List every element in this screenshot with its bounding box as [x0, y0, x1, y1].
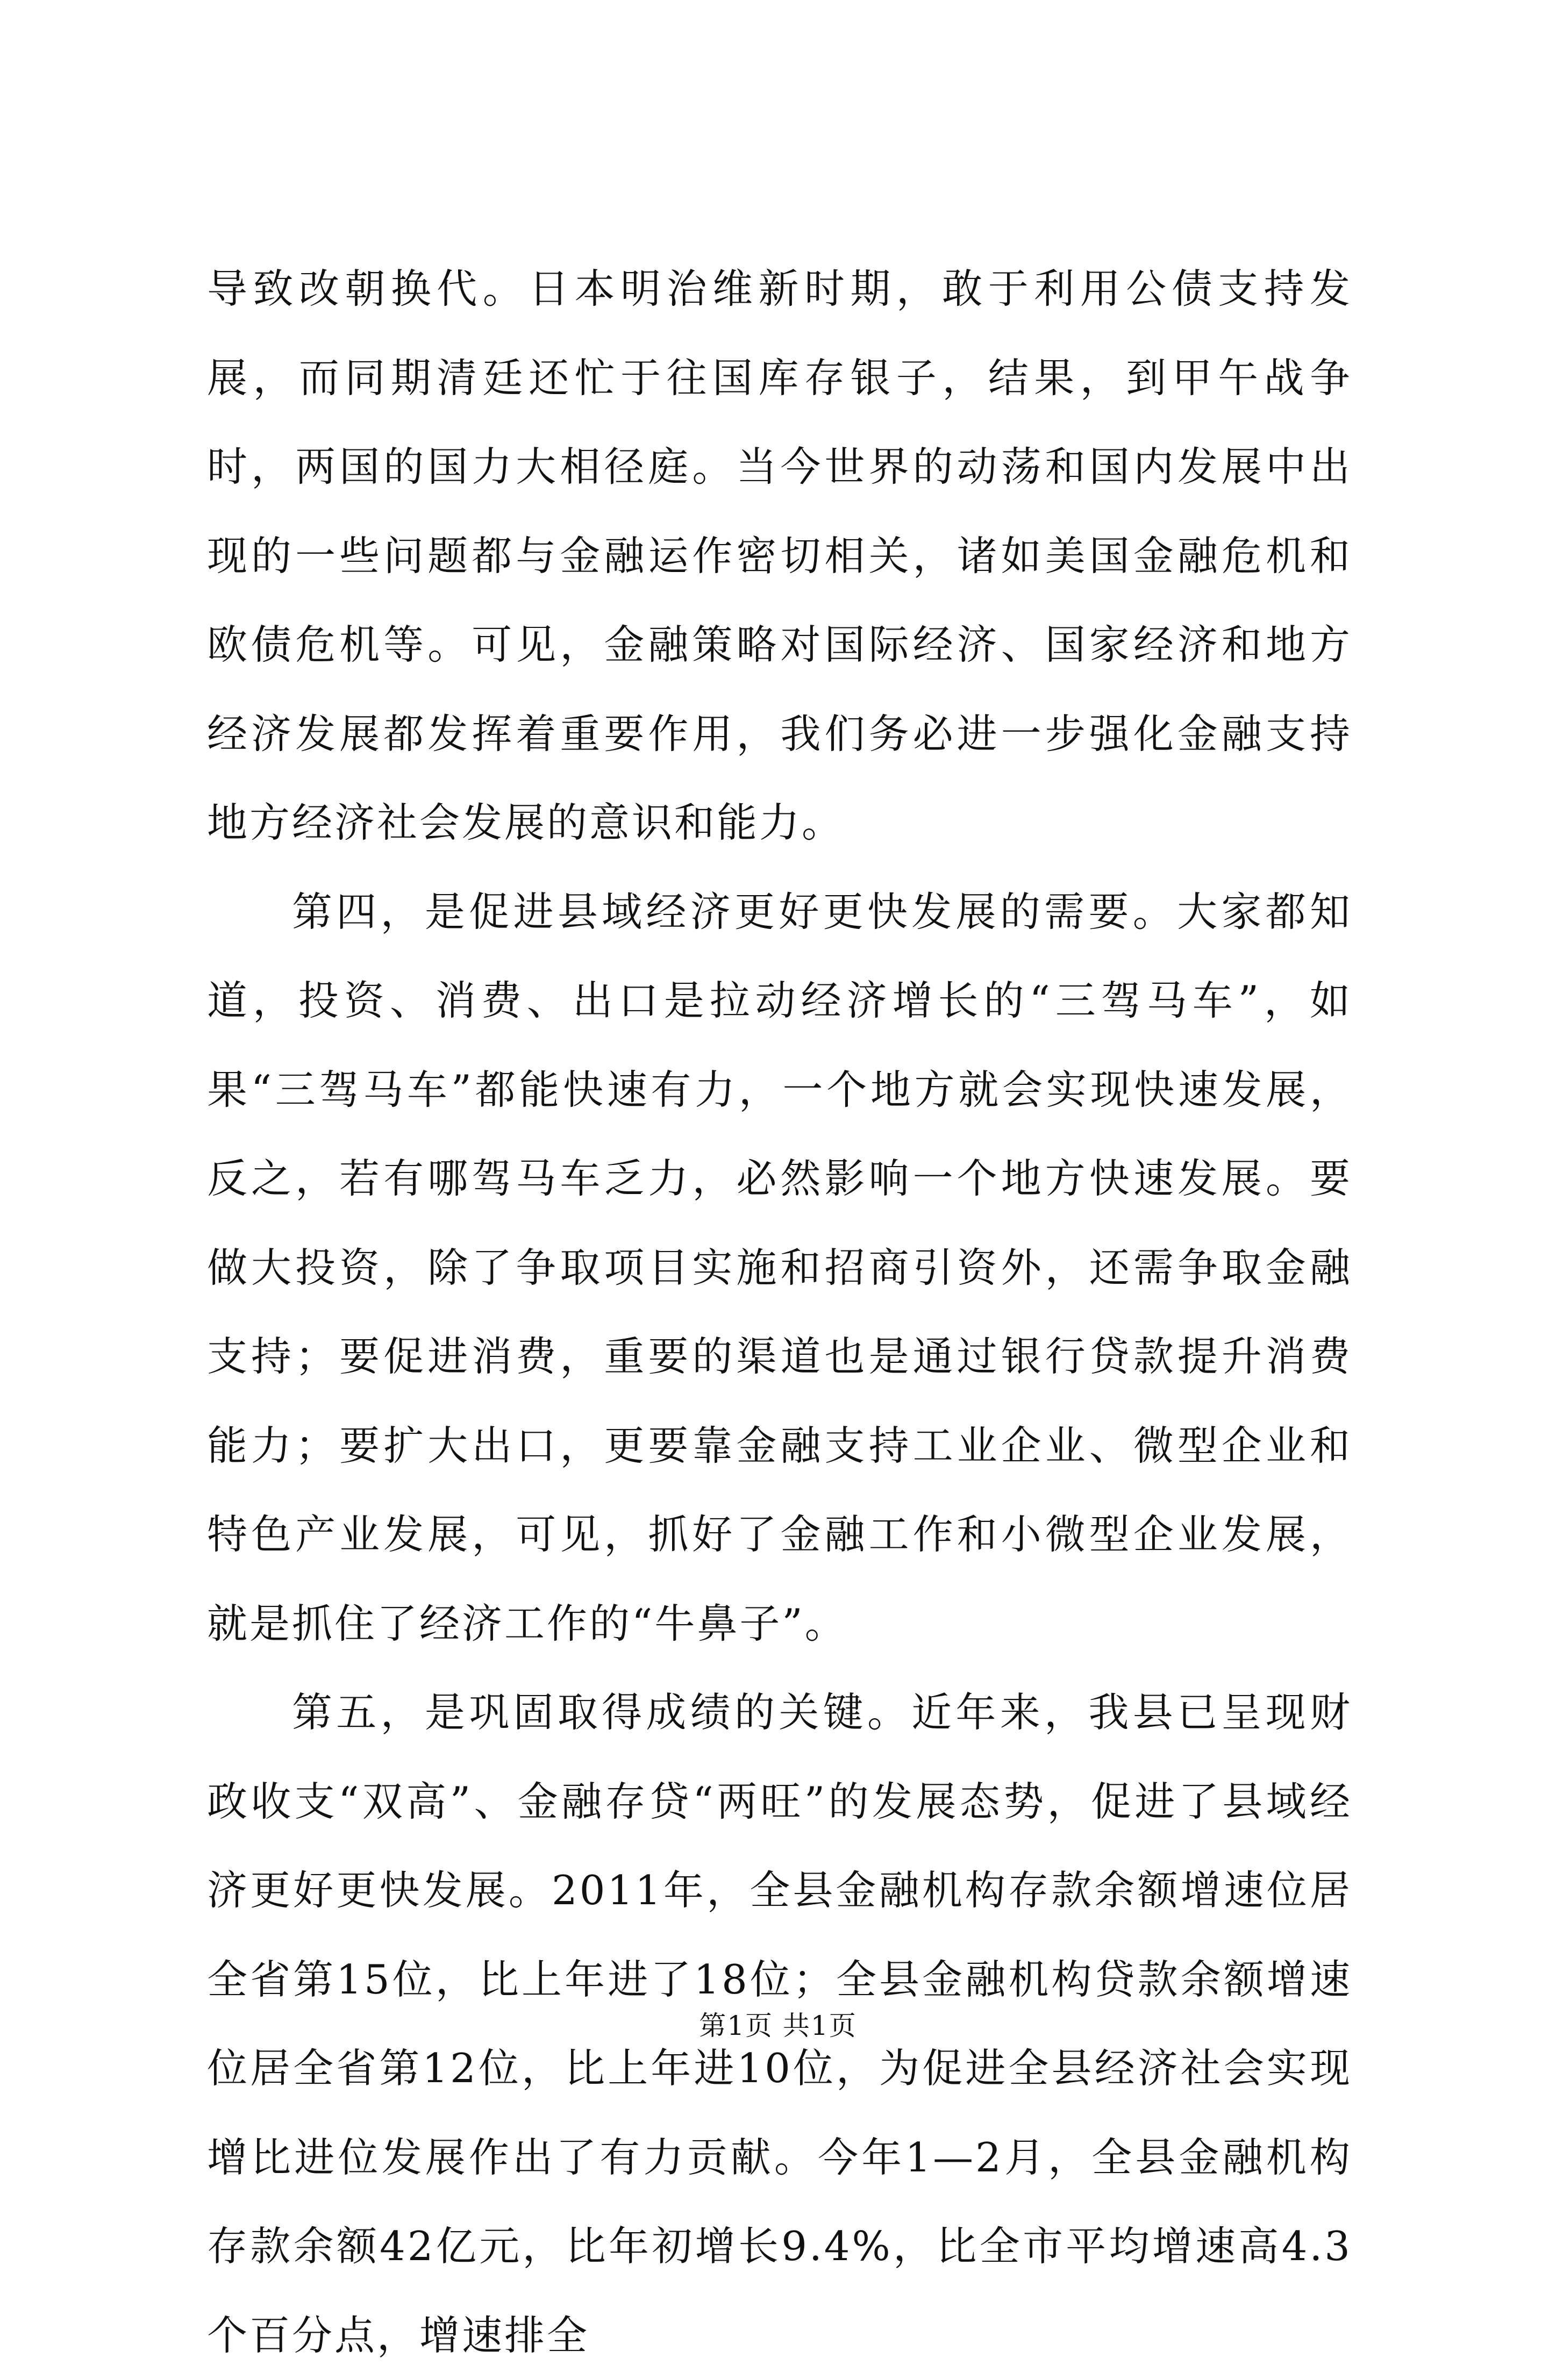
paragraph-1: 导致改朝换代。日本明治维新时期，敢于利用公债支持发展，而同期清廷还忙于往国库存银子，结果，到甲午战争时，两国的国力大相径庭。当今世界的动荡和国内发展中出现的一些问题都与金融运作密切相关，诸如美国金融危机和欧债危机等。可见，金融策略对国际经济、国家经济和地方经济发展都发挥着重要作用，我们务必进一步强化金融支持地方经济社会发展的意识和能力。: [207, 265, 1352, 846]
paragraph-3: 第五，是巩固取得成绩的关键。近年来，我县已呈现财政收支“双高”、金融存贷“两旺”的发展态势，促进了县域经济更好更快发展。2011年，全县金融机构存款余额增速位居全省第15位，比上年进了18位；全县金融机构贷款余额增速位居全省第12位，比上年进10位，为促进全县经济社会实现增比进位发展作出了有力贡献。今年1—2月，全县金融机构存款余额42亿元，比年初增长9.4%，比全市平均增速高4.3个百分点，增速排全: [207, 1689, 1352, 2359]
page-footer: 第1页 共1页: [699, 2010, 857, 2041]
paragraph-2: 第四，是促进县域经济更好更快发展的需要。大家都知道，投资、消费、出口是拉动经济增长的“三驾马车”，如果“三驾马车”都能快速有力，一个地方就会实现快速发展，反之，若有哪驾马车乏力，必然影响一个地方快速发展。要做大投资，除了争取项目实施和招商引资外，还需争取金融支持；要促进消费，重要的渠道也是通过银行贷款提升消费能力；要扩大出口，更要靠金融支持工业企业、微型企业和特色产业发展，可见，抓好了金融工作和小微型企业发展，就是抓住了经济工作的“牛鼻子”。: [207, 888, 1352, 1647]
document-body: [207, 245, 1352, 2380]
